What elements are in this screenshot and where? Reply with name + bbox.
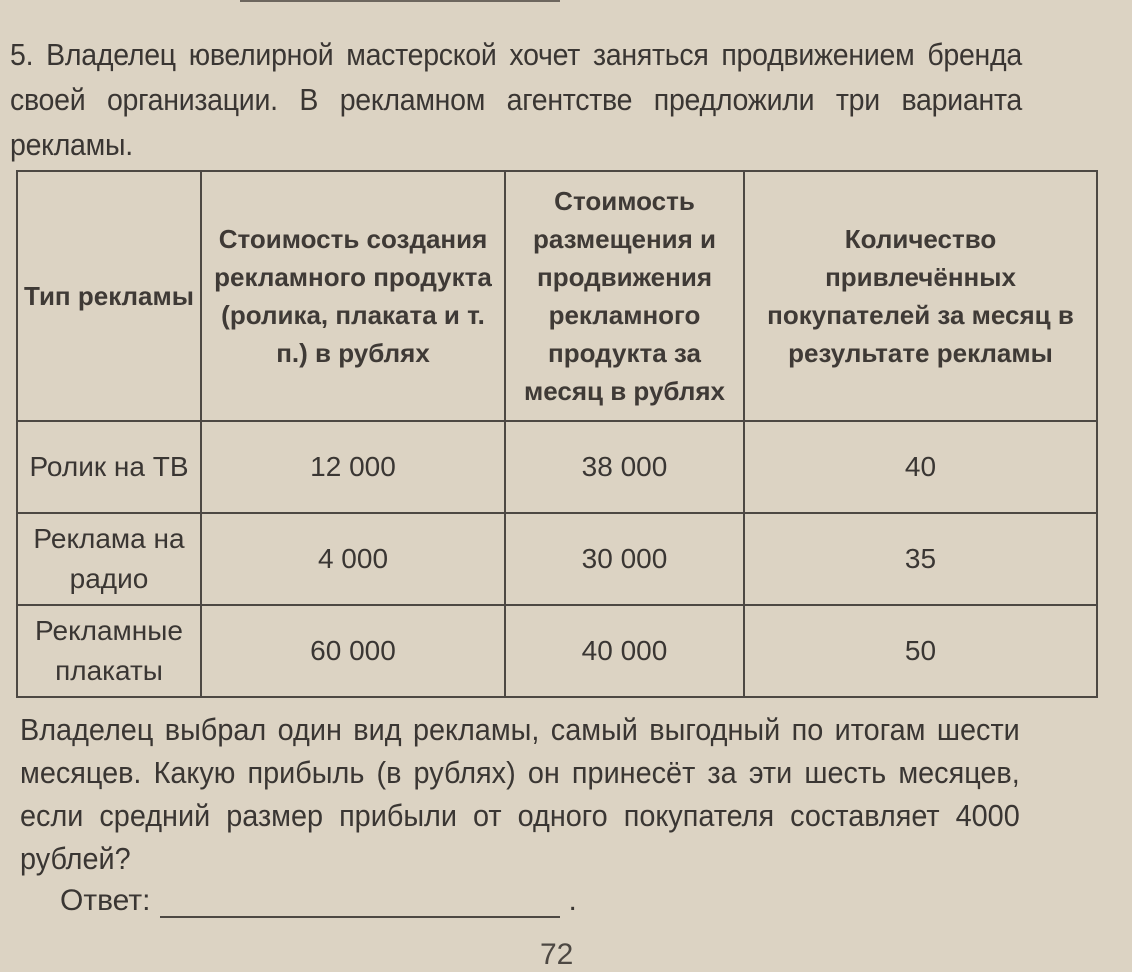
placement-cost-cell: 40 000 xyxy=(505,605,744,697)
answer-blank-line[interactable] xyxy=(160,886,560,918)
table-row xyxy=(17,513,1097,605)
header-customers-count: Количество привлечённых покупателей за месяц в результате рекламы xyxy=(744,171,1097,421)
problem-text: Владелец ювелирной мастерской хочет заняться продвижением бренда своей организации. В рекламном агентстве предложили три варианта рекламы. xyxy=(10,37,1022,162)
page-number: 72 xyxy=(540,938,574,971)
header-ad-type: Тип рекламы xyxy=(17,171,201,421)
customers-cell: 40 xyxy=(744,421,1097,513)
ad-type-cell: Ролик на ТВ xyxy=(17,421,201,513)
ad-type-cell: Рекламные плакаты xyxy=(17,605,201,697)
placement-cost-cell: 30 000 xyxy=(505,513,744,605)
creation-cost-cell: 60 000 xyxy=(201,605,505,697)
top-rule xyxy=(240,0,560,2)
customers-cell: 50 xyxy=(744,605,1097,697)
problem-statement xyxy=(10,32,1022,167)
header-placement-cost: Стоимость размещения и продвижения рекламного продукта за месяц в рублях xyxy=(505,171,744,421)
ad-type-cell: Реклама на радио xyxy=(17,513,201,605)
answer-label: Ответ: xyxy=(60,884,151,917)
table-row xyxy=(17,421,1097,513)
creation-cost-cell: 4 000 xyxy=(201,513,505,605)
placement-cost-cell: 38 000 xyxy=(505,421,744,513)
customers-cell: 35 xyxy=(744,513,1097,605)
advertising-options-table xyxy=(16,170,1098,698)
header-creation-cost: Стоимость создания рекламного продукта (ролика, плаката и т. п.) в рублях xyxy=(201,171,505,421)
answer-period: . xyxy=(568,884,577,917)
answer-field xyxy=(60,884,577,918)
creation-cost-cell: 12 000 xyxy=(201,421,505,513)
table-row xyxy=(17,605,1097,697)
table-header-row xyxy=(17,171,1097,421)
problem-number: 5. xyxy=(10,37,34,72)
question-text: Владелец выбрал один вид рекламы, самый выгодный по итогам шести месяцев. Какую прибыль (в рублях) он принесёт за эти шесть месяцев, если средний размер прибыли от одного покупателя составляет 4000 рублей? xyxy=(20,712,1020,876)
